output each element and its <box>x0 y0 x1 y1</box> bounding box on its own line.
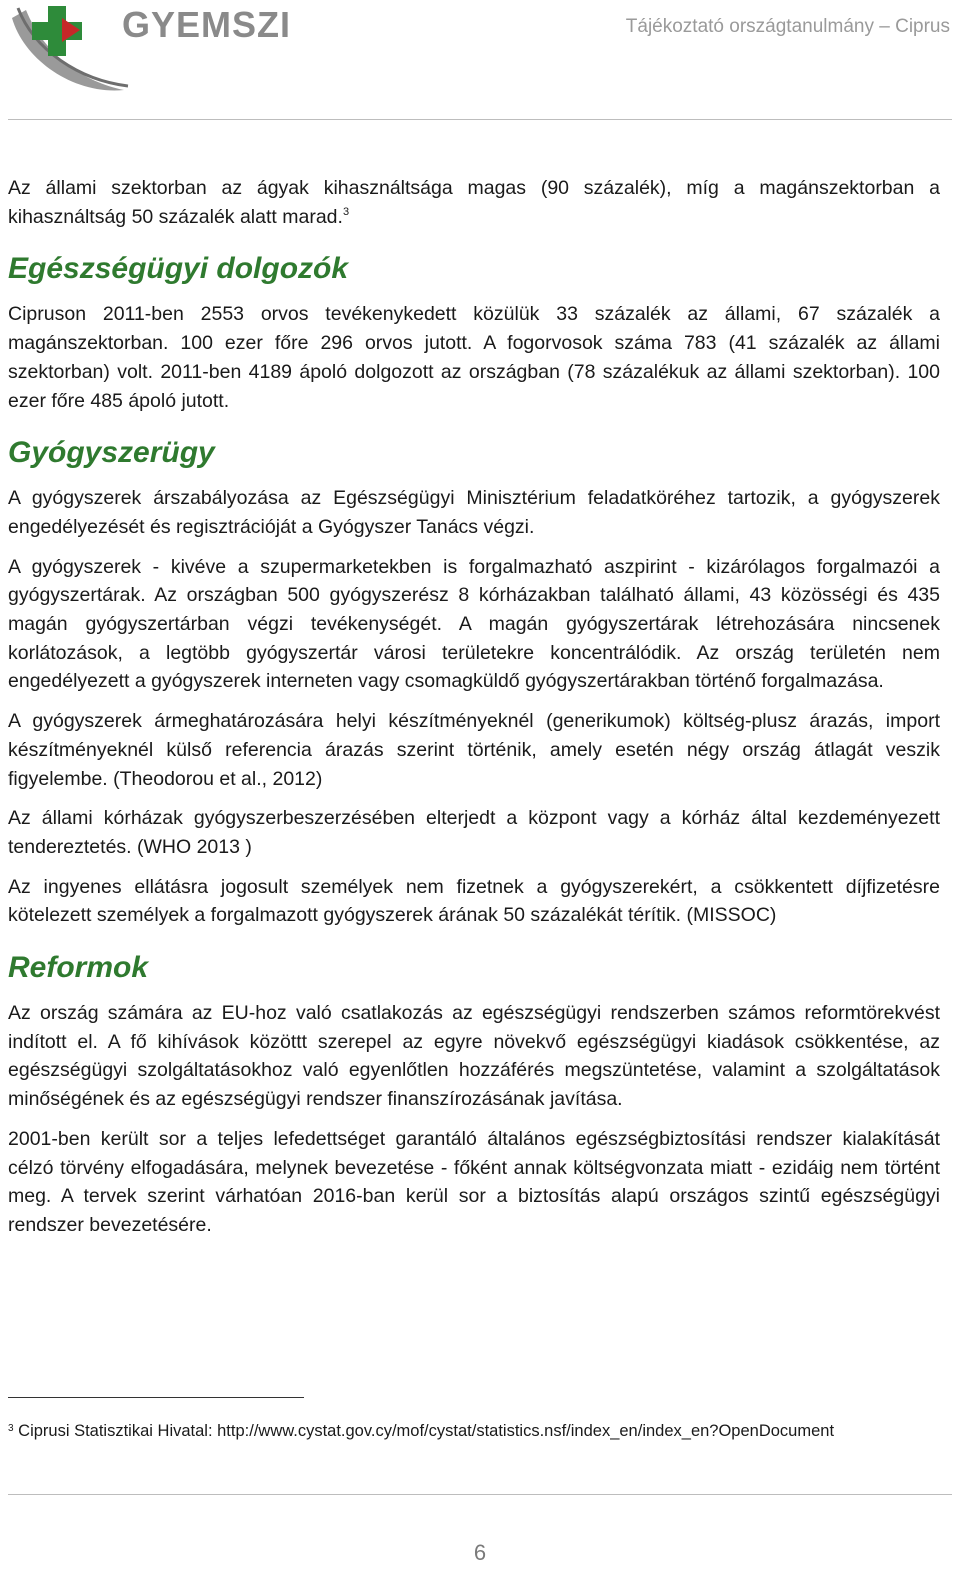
footnote <box>8 1422 834 1441</box>
page-number: 6 <box>473 1540 487 1565</box>
page-header <box>0 0 960 122</box>
pharma-paragraph-4: Az állami kórházak gyógyszerbeszerzésében elterjedt a központ vagy a kórház által kezdeményezett tendereztetés. (WHO 2013 ) <box>8 807 940 858</box>
footnote-divider <box>8 1397 304 1398</box>
footnote-text[interactable]: Ciprusi Statisztikai Hivatal: http://www.cystat.gov.cy/mof/cystat/statistics.nsf/index_en/index_en?OpenDocument <box>18 1422 835 1440</box>
workers-paragraph: Cipruson 2011-ben 2553 orvos tevékenykedett közülük 33 százalék az állami, 67 százalék a magánszektorban. 100 ezer főre 296 orvos jutott. A fogorvosok száma 783 (41 százalék az állami szektorban) volt. 2011-ben 4189 ápoló dolgozott az országban (78 százalékuk az állami szektorban). 100 ezer főre 485 ápoló jutott. <box>8 303 940 412</box>
pharma-paragraph-1: A gyógyszerek árszabályozása az Egészségügyi Minisztérium feladatköréhez tartozik, a gyógyszerek engedélyezését és regisztrációját a Gyógyszer Tanács végzi. <box>8 487 940 538</box>
section-heading-pharma: Gyógyszerügy <box>8 436 215 470</box>
footnote-number: 3 <box>8 1423 14 1434</box>
pharma-paragraph-3: A gyógyszerek ármeghatározására helyi készítményeknél (generikumok) költség-plusz árazás, import készítményeknél külső referencia árazás szerint történik, amely esetén négy ország átlagát veszik figyelembe. (Theodorou et al., 2012) <box>8 710 940 790</box>
pharma-paragraph-5: Az ingyenes ellátásra jogosult személyek nem fizetnek a gyógyszerekért, a csökkentett díjfizetésre kötelezett személyek a forgalmazott gyógyszerek árának 50 százalékát térítik. (MISSOC) <box>8 875 940 927</box>
reforms-paragraph-2: 2001-ben került sor a teljes lefedettséget garantáló általános egészségbiztosítási rendszer kialakítását célzó törvény elfogadására, melynek bevezetése - főként annak költségvonzata miatt - ezidáig nem történt meg. A tervek szerint várhatóan 2016-ban kerül sor a biztosítás alapú országos szintű egészségügyi rendszer bevezetésére. <box>8 1127 940 1236</box>
logo-wordmark: GYEMSZI <box>122 4 292 45</box>
gyemszi-logo <box>4 0 304 100</box>
section-heading-workers: Egészségügyi dolgozók <box>8 252 349 286</box>
footnote-reference[interactable]: 3 <box>342 205 350 218</box>
intro-paragraph: Az állami szektorban az ágyak kihasználtsága magas (90 százalék), míg a magánszektorban a kihasználtság 50 százalék alatt marad.$^3$ <box>8 177 940 228</box>
header-divider <box>8 119 952 120</box>
footer-divider <box>8 1494 952 1495</box>
reforms-paragraph-1: Az ország számára az EU-hoz való csatlakozás az egészségügyi rendszerben számos reformtörekvést indított el. A fő kihívások közöttt szerepel az egyre növekvő egészségügyi kiadások csökkentése, az egészségügyi szolgáltatásokhoz való egyenlőtlen hozzáférés megszüntetése, valamint a szolgáltatások minőségének és az egészségügyi rendszer finanszírozásának javítása. <box>8 1002 940 1111</box>
document-title: Tájékoztató országtanulmány – Ciprus <box>625 16 950 37</box>
pharma-paragraph-2: A gyógyszerek - kivéve a szupermarketekben is forgalmazható aszpirint - kizárólagos forgalmazói a gyógyszertárak. Az országban 500 gyógyszerész 8 kórházakban található állami, 43 közösségi és 435 magán gyógyszertárban végzi tevékenységét. A magán gyógyszertárak létrehozására nincsenek korlátozások, a legtöbb gyógyszertár városi területekre koncentrálódik. Az ország területén nem engedélyezett a gyógyszerek interneten vagy csomagküldő gyógyszertárakban történő forgalmazása. <box>8 555 940 693</box>
section-heading-reforms: Reformok <box>8 951 149 985</box>
main-content <box>8 174 940 1248</box>
